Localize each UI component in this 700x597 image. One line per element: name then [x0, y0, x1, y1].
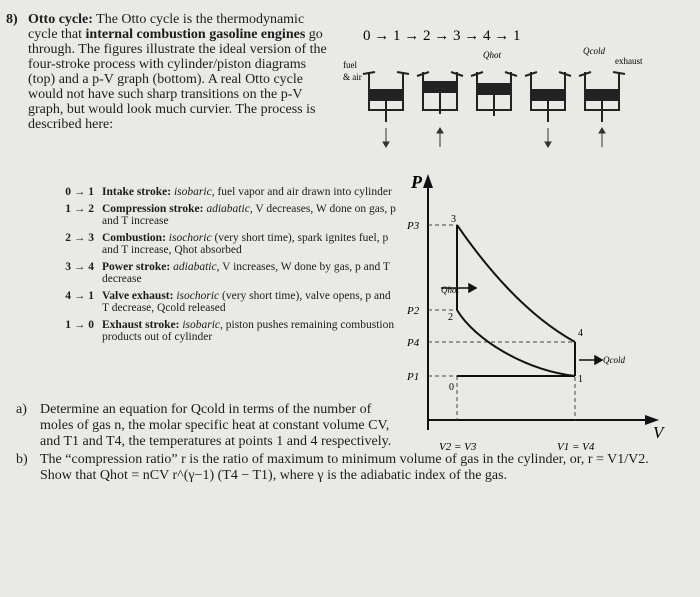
point-0-label: 0: [449, 382, 454, 393]
step-name: Power stroke:: [102, 260, 171, 273]
cylinder-icon: [363, 72, 409, 122]
step-desc: , V decreases, W done on gas, p and T increase: [102, 202, 396, 227]
part-label: a): [16, 402, 27, 417]
step-label: 1 → 0: [65, 318, 94, 331]
v1-v4-label: V1 = V4: [557, 441, 595, 453]
step-desc: (very short time), valve opens, p and T decrease, Qcold released: [102, 289, 391, 314]
piston-arrows: [383, 128, 605, 147]
step-kind: isochoric: [168, 231, 212, 244]
pv-q-hot-label: Qhot: [441, 285, 459, 295]
pv-q-cold-label: Qcold: [603, 355, 625, 365]
step-desc: , fuel vapor and air drawn into cylinder: [211, 186, 392, 198]
step-name: Valve exhaust:: [102, 289, 174, 302]
step-name: Intake stroke:: [102, 186, 172, 198]
part-text: The “compression ratio” r is the ratio of maximum to minimum volume of gas in the cylinder, or, r = V1/V2. Show that Qhot = nCV r^(γ−1) (T4 − T1), where γ is the adiabatic index of the gas.: [40, 452, 649, 483]
heat-arrows: [441, 284, 602, 364]
p3-label: P3: [407, 220, 420, 232]
cyl-q-hot-label: Qhot: [483, 50, 501, 60]
intro-text-2: go through. The figures illustrate the ideal version of the four-stroke process with cylinder/piston diagrams (top) and a p-V graph (bottom). A real Otto cycle would not have such sharp transitions on the p-V graph, but would look much curvier. The process is described here:: [28, 27, 327, 132]
step-label: 0 → 1: [65, 186, 94, 198]
question-intro: [28, 12, 328, 132]
point-4-label: 4: [578, 328, 583, 339]
cycle-sequence: 0 → 1 → 2 → 3 → 4 → 1: [363, 28, 521, 44]
cylinder-icon: [525, 72, 571, 122]
step-desc: , V increases, W done by gas, p and T decrease: [102, 260, 390, 285]
cylinder-icon: [417, 72, 463, 114]
fuel-label: fuel: [343, 60, 357, 70]
v2-v3-label: V2 = V3: [439, 441, 477, 453]
step-kind: isochoric: [176, 289, 220, 302]
cyl-q-cold-label: Qcold: [583, 46, 605, 56]
p4-label: P4: [407, 337, 420, 349]
part-label: b): [16, 452, 28, 467]
part-text: Determine an equation for Qcold in terms of the number of moles of gas n, the molar specific heat at constant volume CV, and T1 and T4, the temperatures at points 1 and 4 respectively.: [40, 402, 392, 449]
intro-title: Otto cycle:: [28, 12, 93, 27]
compression-curve: [457, 310, 575, 376]
p-axis-arrow: [423, 174, 433, 188]
otto-diagram-svg: [335, 10, 700, 470]
p2-label: P2: [407, 305, 420, 317]
step-kind: adiabatic: [173, 260, 217, 273]
step-label: 1 → 2: [65, 202, 94, 215]
otto-diagram: [335, 10, 700, 470]
step-label: 2 → 3: [65, 231, 94, 244]
step-kind: isobaric: [173, 186, 212, 198]
question-number: 8): [6, 12, 18, 27]
pv-graph: [406, 172, 666, 453]
cylinder-row: [363, 72, 625, 122]
p-axis-label: P: [411, 172, 422, 192]
step-name: Combustion:: [102, 231, 166, 244]
step-name: Exhaust stroke:: [102, 318, 180, 331]
step-name: Compression stroke:: [102, 202, 204, 215]
cycle-curves: [457, 225, 575, 376]
intro-text-1: The Otto cycle is the thermodynamic cycle that: [28, 12, 305, 42]
intro-emphasis: internal combustion gasoline engines: [85, 27, 306, 42]
point-2-label: 2: [448, 312, 453, 323]
cylinder-icon: [579, 72, 625, 122]
step-desc: , piston pushes remaining combustion products out of cylinder: [102, 318, 395, 343]
exhaust-label: exhaust: [615, 56, 643, 66]
v-axis-label: V: [653, 423, 664, 442]
step-label: 3 → 4: [65, 260, 94, 273]
point-3-label: 3: [451, 214, 456, 225]
power-curve: [457, 225, 575, 342]
cylinder-icon: [471, 72, 517, 116]
step-kind: isobaric: [182, 318, 221, 331]
step-kind: adiabatic: [206, 202, 250, 215]
step-desc: (very short time), spark ignites fuel, p and T increase, Qhot absorbed: [102, 231, 389, 256]
point-1-label: 1: [578, 374, 583, 385]
step-label: 4 → 1: [65, 289, 94, 302]
p1-label: P1: [407, 371, 420, 383]
air-label: & air: [343, 72, 362, 82]
